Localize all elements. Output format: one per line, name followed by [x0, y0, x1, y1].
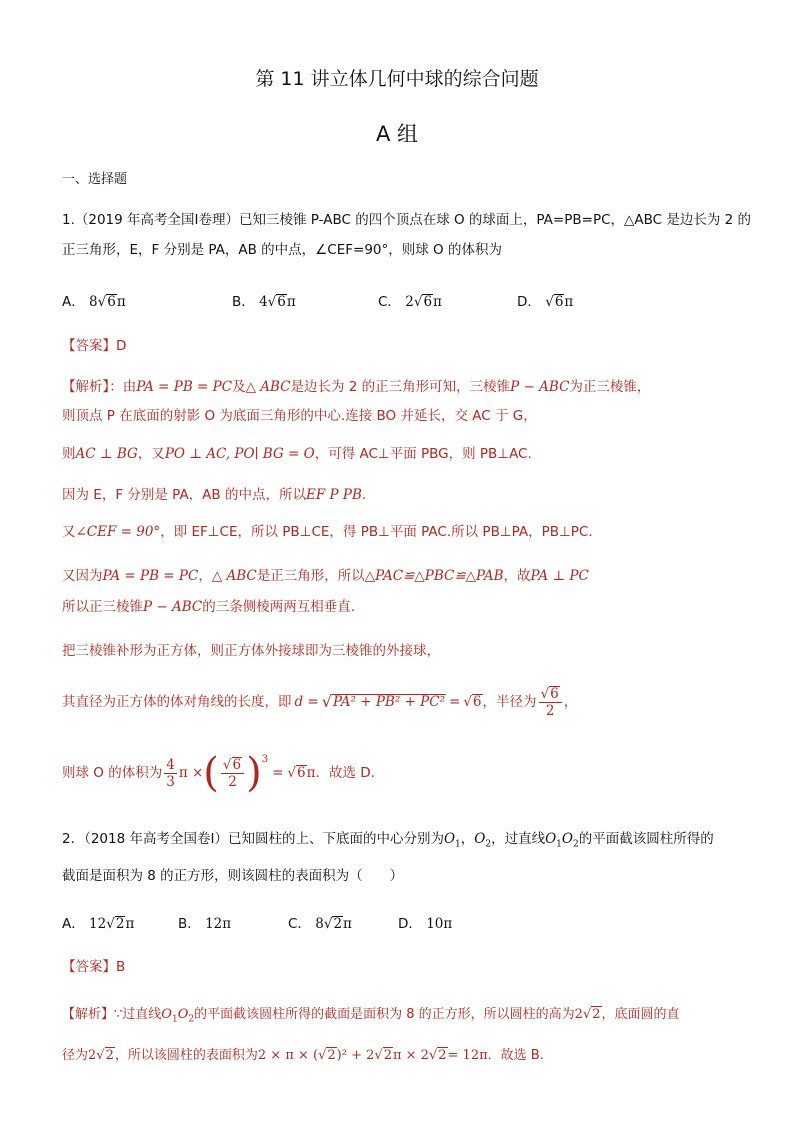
- math: d =: [294, 694, 319, 710]
- text: 是正三角形，所以: [256, 568, 365, 584]
- math: PO ⊥ AC, PO∣ BG = O: [164, 446, 315, 462]
- four-thirds-fraction: [164, 757, 177, 790]
- text: ，: [563, 694, 578, 710]
- math-radicand: 6: [297, 765, 306, 781]
- text: ，: [198, 568, 212, 584]
- math: =: [272, 765, 284, 781]
- option-pi: π: [222, 916, 232, 932]
- q1-answer: 【答案】D: [62, 338, 127, 354]
- denominator: 2: [228, 773, 237, 790]
- math: PA = PB = PC: [136, 379, 233, 395]
- subscript: 2: [485, 839, 492, 850]
- math: P − ABC: [143, 599, 203, 615]
- math: )² + 2: [336, 1048, 375, 1063]
- option-coef: 2: [405, 294, 414, 310]
- math-radicand: 2: [592, 1007, 601, 1022]
- q2-stem-line2: 截面是面积为 8 的正方形，则该圆柱的表面积为（ ）: [62, 868, 404, 884]
- denominator: 3: [166, 773, 175, 790]
- option-key: B．: [232, 294, 255, 310]
- option-pi: π: [433, 294, 442, 310]
- text: ∵过直线: [114, 1007, 162, 1022]
- page-title: 第 11 讲立体几何中球的综合问题: [255, 68, 539, 90]
- math: π: [306, 765, 316, 781]
- math: O: [474, 831, 486, 847]
- option-pi: π: [286, 294, 296, 310]
- q1-solution-line1: [62, 377, 650, 397]
- math: 2: [88, 1048, 97, 1063]
- q2-option-b: [178, 912, 231, 932]
- math: = 12π: [447, 1048, 488, 1063]
- option-pi: π: [343, 916, 352, 932]
- text: ，即 EF⊥CE，所以 PB⊥CE，得 PB⊥平面 PAC.所以 PB⊥PA，PB⊥PC.: [160, 524, 593, 540]
- text: ，所以该圆柱的表面积为: [114, 1048, 258, 1063]
- subscript: 1: [455, 839, 461, 850]
- text: ，: [460, 831, 475, 847]
- math: 2: [574, 1007, 583, 1022]
- q1-solution-line10: 则球 O 的体积为 $\frac{4}{3}$ π × ( $\frac{√6}{2}$ ) 3 = √ 6 π ．故选 D.: [62, 750, 375, 796]
- radius-fraction: $\frac{√6}{2}$: [221, 757, 244, 790]
- math: PA = PB = PC: [102, 568, 199, 584]
- text: ，可得 AC⊥平面 PBG，则 PB⊥AC.: [314, 446, 532, 462]
- q1-solution-line5: [62, 522, 593, 542]
- text: 其直径为正方体的体对角线的长度，即: [62, 694, 292, 710]
- q2-option-d: [398, 912, 452, 932]
- section-heading: 一、选择题: [62, 172, 128, 187]
- text: ：由: [109, 379, 137, 395]
- option-key: D．: [517, 294, 541, 310]
- option-radicand: 2: [115, 916, 125, 932]
- option-radicand: 2: [333, 916, 343, 932]
- subscript: 2: [572, 839, 579, 850]
- text: ，半径为: [482, 694, 537, 710]
- math: PA ⊥ PC: [530, 568, 589, 584]
- option-pi: π: [116, 294, 126, 310]
- option-coef: 12: [89, 916, 107, 932]
- subscript: 1: [171, 1014, 178, 1025]
- q1-solution-line8: 把三棱锥补形为正方体，则正方体外接球即为三棱锥的外接球，: [62, 643, 440, 659]
- text: 则: [62, 446, 76, 462]
- text: 则球 O 的体积为: [62, 765, 163, 781]
- q1-solution-line6: [62, 566, 589, 586]
- math: =: [449, 694, 461, 710]
- q1-option-c: C． 2√6π: [378, 294, 442, 310]
- math: △PAC≌△PBC≌△PAB: [364, 568, 504, 584]
- text: 的平面截该圆柱所得的: [578, 831, 714, 847]
- option-radicand: 6: [107, 294, 116, 310]
- option-coef: 4: [259, 294, 268, 310]
- option-coef: 12: [205, 916, 223, 932]
- math: π × 2: [392, 1048, 429, 1063]
- option-radicand: 6: [277, 294, 286, 310]
- text: 是边长为 2 的正三角形可知，三棱锥: [290, 379, 511, 395]
- text: 所以正三棱锥: [62, 599, 143, 615]
- math: △ ABC: [245, 379, 291, 395]
- math-radicand: 6: [472, 694, 482, 710]
- subscript: 2: [188, 1014, 195, 1025]
- math: △ ABC: [211, 568, 257, 584]
- text: 径为: [62, 1048, 89, 1063]
- q1-solution-line7: [62, 597, 355, 617]
- option-coef: 8: [315, 916, 324, 932]
- q1-solution-line9: 其直径为正方体的体对角线的长度，即 d = √ PA² + PB² + PC² = √ 6 ，半径为 $\frac{√6}{2}$ ，: [62, 685, 578, 719]
- q1-solution-line3: [62, 444, 532, 464]
- math-radicand: PA² + PB² + PC²: [332, 694, 445, 710]
- q2-option-c: C． 8√2π: [288, 916, 352, 932]
- q2-stem-line1: [62, 829, 714, 855]
- math-radicand: 2: [327, 1048, 336, 1063]
- q2-answer: 【答案】B: [62, 959, 126, 975]
- math-radicand: 2: [438, 1048, 447, 1063]
- q2-option-a: A． 12√2π: [62, 916, 135, 932]
- math: ∠CEF = 90°: [75, 524, 161, 540]
- math: O: [161, 1007, 172, 1022]
- math: O: [177, 1007, 189, 1022]
- math: P − ABC: [510, 379, 570, 395]
- math-radicand: 2: [105, 1048, 114, 1063]
- math-radicand: 2: [383, 1048, 392, 1063]
- q1-solution-line4: [62, 485, 366, 505]
- text: ．故选 D.: [315, 765, 375, 781]
- text: ．故选 B.: [487, 1048, 544, 1063]
- radius-fraction: $\frac{√6}{2}$: [539, 686, 562, 719]
- option-key: C．: [378, 294, 401, 310]
- numerator: 4: [166, 756, 175, 773]
- numerator: 6: [232, 756, 242, 773]
- option-key: B．: [178, 916, 201, 932]
- text: 因为 E，F 分别是 PA，AB 的中点，所以: [62, 487, 306, 503]
- text: 2．（2018 年高考全国卷Ⅰ）已知圆柱的上、下底面的中心分别为: [62, 831, 444, 847]
- option-key: D．: [398, 916, 422, 932]
- q1-option-b: B． 4√6π: [232, 294, 296, 310]
- option-key: C．: [288, 916, 311, 932]
- text: 及: [232, 379, 246, 395]
- exponent: 3: [261, 754, 269, 765]
- option-key: A．: [62, 294, 85, 310]
- math: AC ⊥ BG: [75, 446, 138, 462]
- math: π ×: [178, 765, 204, 781]
- text: ，底面圆的直: [601, 1007, 680, 1022]
- option-radicand: 6: [423, 294, 433, 310]
- denominator: 2: [545, 702, 555, 719]
- math: O: [443, 831, 456, 847]
- text: 的平面截该圆柱所得的截面是面积为 8 的正方形，所以圆柱的高为: [194, 1007, 575, 1022]
- option-pi: π: [564, 294, 574, 310]
- solution-tag: 【解析】: [62, 379, 110, 395]
- option-pi: π: [125, 916, 135, 932]
- numerator: 6: [550, 685, 559, 702]
- text: ，又: [137, 446, 165, 462]
- option-radicand: 6: [554, 294, 564, 310]
- q1-option-a: A． 8√6π: [62, 294, 126, 310]
- subscript: 1: [556, 839, 562, 850]
- q1-option-d: D． √6π: [517, 294, 574, 310]
- q1-solution-line2: 则顶点 P 在底面的射影 O 为底面三角形的中心.连接 BO 并延长，交 AC 于 G，: [62, 408, 537, 424]
- q2-solution-line1: 【解析】∵过直线$O_1O_2$的平面截该圆柱所得的截面是面积为 8 的正方形，所以圆柱的高为2√2，底面圆的直: [62, 1007, 680, 1025]
- text: 为正三棱锥，: [569, 379, 651, 395]
- text: ，故: [503, 568, 531, 584]
- text: ，过直线: [491, 831, 546, 847]
- text: 又因为: [62, 568, 103, 584]
- text: 又: [62, 524, 76, 540]
- q1-stem-line1: 1.（2019 年高考全国Ⅰ卷理）已知三棱锥 P-ABC 的四个顶点在球 O 的球面上，PA=PB=PC，△ABC 是边长为 2 的: [62, 212, 752, 228]
- math: 2 × π × (: [257, 1048, 319, 1063]
- math: O: [545, 831, 557, 847]
- math: EF P PB: [305, 487, 362, 503]
- text: 的三条侧棱两两互相垂直.: [202, 599, 356, 615]
- text: .: [361, 487, 367, 503]
- option-key: A．: [62, 916, 85, 932]
- option-coef: 10: [426, 916, 444, 932]
- option-coef: 8: [89, 294, 98, 310]
- q2-solution-line2: 径为2√2，所以该圆柱的表面积为2 × π × (√2)² + 2√2π × 2√2= 12π．故选 B.: [62, 1048, 544, 1063]
- option-pi: π: [443, 916, 453, 932]
- group-heading: A 组: [375, 122, 419, 146]
- q1-stem-line2: 正三角形，E，F 分别是 PA，AB 的中点，∠CEF=90°，则球 O 的体积为: [62, 242, 502, 258]
- solution-tag: 【解析】: [62, 1007, 115, 1022]
- math: O: [561, 831, 573, 847]
